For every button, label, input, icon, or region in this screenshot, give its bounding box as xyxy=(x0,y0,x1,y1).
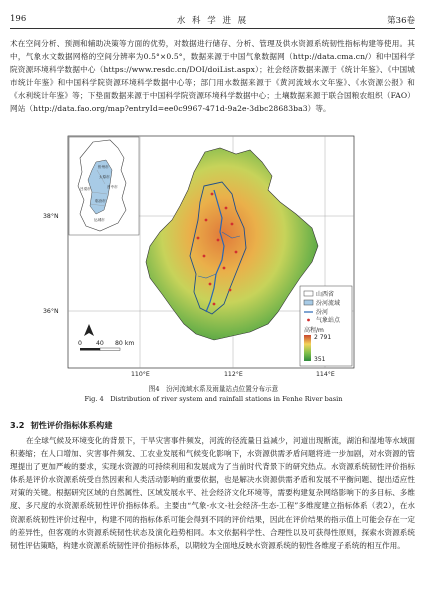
inset-city-yuncheng: 运城市 xyxy=(94,218,105,222)
legend-province: 山西省 xyxy=(316,291,335,298)
scale-80: 80 km xyxy=(115,340,135,347)
legend-swatch-province xyxy=(304,291,313,296)
elevation-colorbar xyxy=(304,335,311,361)
legend-swatch-basin xyxy=(304,300,313,305)
scale-bar xyxy=(78,340,134,351)
legend-elev-max: 2 791 xyxy=(314,334,332,341)
lat-label-36n: 36°N xyxy=(43,308,59,315)
lat-label-38n: 38°N xyxy=(43,213,59,220)
map-svg xyxy=(0,128,427,390)
inset-city-linfen: 临汾市 xyxy=(95,199,106,203)
scale-40: 40 xyxy=(96,340,104,347)
journal-title: 水 科 学 进 展 xyxy=(176,16,249,26)
terrain-region xyxy=(146,148,318,340)
inset-city-jinzhong: 晋中市 xyxy=(107,185,118,189)
lon-label-110e: 110°E xyxy=(131,371,150,378)
figure-caption xyxy=(0,384,427,404)
legend-station: 气象站点 xyxy=(316,317,341,324)
scale-0: 0 xyxy=(78,340,82,347)
map-legend xyxy=(300,286,352,366)
caption-chinese: 图4 汾河流域水系及雨量站点位置分布示意 xyxy=(148,385,279,393)
page-number: 196 xyxy=(10,14,27,24)
paragraph-resilience-index: 在全球气候及环境变化的背景下，干旱灾害事件频发，河流的径流量日益减少，河道出现断流，湖泊和湿地等水域面积萎缩；在人口增加、灾害事件频发、工农业发展和气候变化影响下，水资源供需矛盾问题将进一步加剧，对水资源的管理提出了更加严峻的要求，实现水资源的可持续利用和发展成为了当前时代背景下的研究热点。水资源系统韧性评价指标体系是评价水资源系统受自然因素和人类活动影响的重要依据，也是解决水资源供需矛盾和发展不平衡问题、提出适应性对策的关键。根据研究区域的自然属性、区域发展水平、社会经济文化环境等，需要构建复杂网络影响下的多目标、多维度、多尺度的水资源系统韧性评价指标体系。主要由“气象-水文-社会经济-生态-工程”多维度建立指标体系（表2），在水资源系统韧性评价过程中，构建不同的指标体系可能会得到不同的评价结果，因此在评价结果的指示值上可能会存在一定的差异性，但客观的水资源系统韧性状态及演化趋势相同。本文依据科学性、合理性以及可获得性原则，探索水资源系统韧性评估策略，构建水资源系统韧性评价指标体系，以期较为全面地反映水资源系统的韧性各维度子系统的相互作用。 xyxy=(10,436,415,550)
legend-river: 汾河 xyxy=(316,309,329,316)
inset-city-taiyuan: 太原市 xyxy=(99,175,110,179)
lon-label-114e: 114°E xyxy=(316,371,335,378)
legend-elevation-title: 高程/m xyxy=(304,327,324,334)
inset-locator-map xyxy=(69,137,139,235)
inset-city-lvliang: 吕梁市 xyxy=(80,187,91,191)
legend-basin: 汾河流域 xyxy=(316,300,341,307)
legend-swatch-station xyxy=(307,319,310,322)
inset-city-xinzhou: 忻州市 xyxy=(98,165,109,169)
lon-label-112e: 112°E xyxy=(224,371,243,378)
legend-elev-min: 351 xyxy=(314,356,326,363)
figure-fenhe-basin-map xyxy=(0,128,427,390)
section-heading xyxy=(10,420,118,431)
section-title: 韧性评价指标体系构建 xyxy=(30,420,113,430)
caption-english: Fig. 4 Distribution of river system and rainfall stations in Fenhe River basin xyxy=(84,395,343,403)
volume-label: 第36卷 xyxy=(387,16,415,26)
running-header xyxy=(10,14,415,29)
paragraph-data-sources: 术在空间分析、预测和辅助决策等方面的优势，对数据进行储存、分析、管理及供水资源系统韧性指标构建等使用。其中，气象水文数据网格的空间分辨率为0.5°×0.5°，数据来源于中国气象数据网（http://data.cma.cn/）和中国科学院资源环境科学数据中心（https://www.resdc.cn/DOI/doiList.aspx）；社会经济数据来源于《统计年鉴》、《中国城市统计年鉴》和中国科学院资源环境科学数据中心等；部门用水数据来源于《黄河流域水文年鉴》、《水资源公报》和《水利统计年鉴》等；下垫面数据来源于中国科学院资源环境科学数据中心；土壤数据来源于联合国粮农组织（FAO）网站（http://data.fao.org/map?entryId=ee0c9967-471d-9a2e-3dbc28683ba3）等。 xyxy=(10,39,415,113)
north-arrow-icon xyxy=(84,324,94,336)
section-number: 3.2 xyxy=(10,420,25,430)
